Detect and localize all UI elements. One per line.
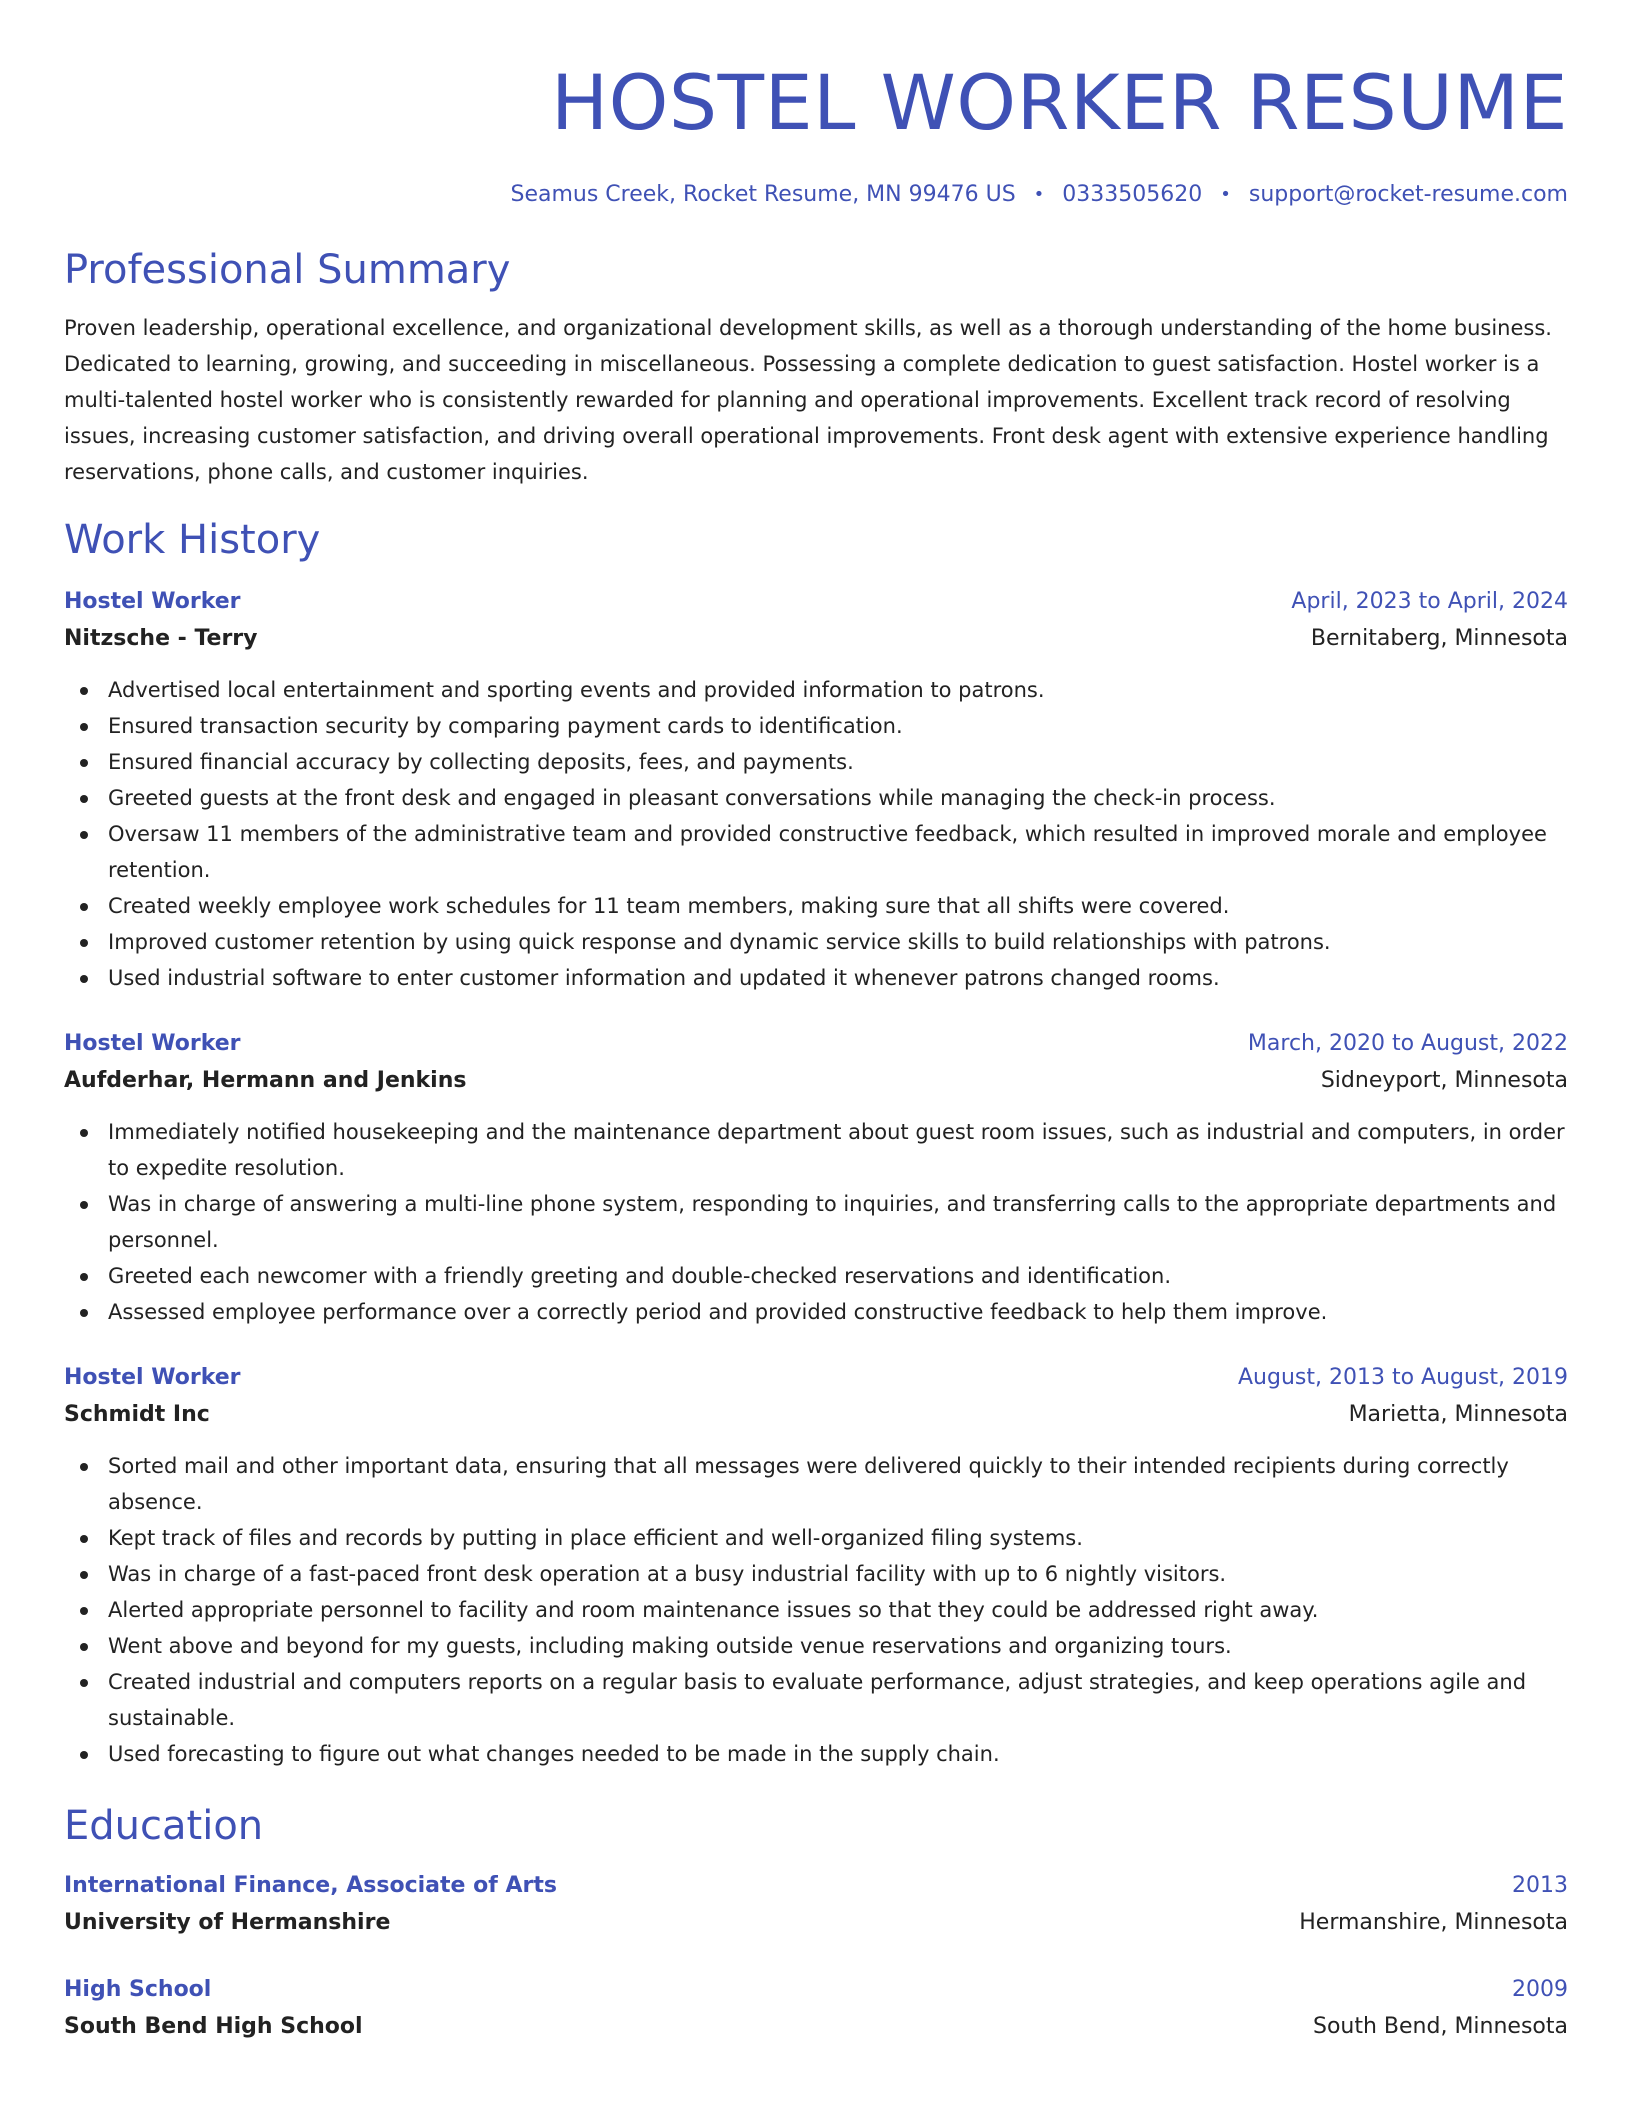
list-item: Advertised local entertainment and sporting events and provided information to patrons. xyxy=(64,672,1568,708)
job-location: Marietta, Minnesota xyxy=(1348,1402,1568,1427)
job-title: Hostel Worker xyxy=(64,589,241,614)
job-company: Nitzsche - Terry xyxy=(64,626,258,651)
list-item: Immediately notified housekeeping and the maintenance department about guest room issues, such as industrial and computers, in order to expedite resolution. xyxy=(64,1114,1568,1186)
education-subheader xyxy=(64,1904,1568,1942)
resume-title: HOSTEL WORKER RESUME xyxy=(550,58,1568,147)
education-year: 2009 xyxy=(1512,1977,1568,2002)
contact-line xyxy=(64,178,1568,212)
education-entry xyxy=(64,1972,1568,2046)
education-school: University of Hermanshire xyxy=(64,1910,391,1935)
list-item: Sorted mail and other important data, ensuring that all messages were delivered quickly to their intended recipients during correctly absence. xyxy=(64,1448,1568,1520)
job-header xyxy=(64,1026,1568,1062)
education-degree: International Finance, Associate of Arts xyxy=(64,1873,557,1898)
job-header xyxy=(64,1360,1568,1396)
work-history-heading: Work History xyxy=(64,517,321,563)
education-heading: Education xyxy=(64,1803,264,1849)
education-entry xyxy=(64,1868,1568,1942)
list-item: Greeted each newcomer with a friendly greeting and double-checked reservations and identification. xyxy=(64,1258,1568,1294)
list-item: Improved customer retention by using quick response and dynamic service skills to build relationships with patrons. xyxy=(64,924,1568,960)
job-bullets xyxy=(64,672,1568,996)
job-subheader xyxy=(64,1396,1568,1434)
job-bullets xyxy=(64,1448,1568,1772)
job-company: Schmidt Inc xyxy=(64,1402,210,1427)
job-title: Hostel Worker xyxy=(64,1031,241,1056)
education-subheader xyxy=(64,2008,1568,2046)
list-item: Used forecasting to figure out what changes needed to be made in the supply chain. xyxy=(64,1736,1568,1772)
education-location: South Bend, Minnesota xyxy=(1313,2014,1568,2039)
job-location: Bernitaberg, Minnesota xyxy=(1310,626,1568,651)
list-item: Oversaw 11 members of the administrative team and provided constructive feedback, which resulted in improved morale and employee retention. xyxy=(64,816,1568,888)
work-history-section xyxy=(64,512,1568,1772)
job-dates: August, 2013 to August, 2019 xyxy=(1238,1365,1568,1390)
education-degree: High School xyxy=(64,1977,212,2002)
job-bullets xyxy=(64,1114,1568,1330)
job-company: Aufderhar, Hermann and Jenkins xyxy=(64,1068,467,1093)
list-item: Went above and beyond for my guests, including making outside venue reservations and organizing tours. xyxy=(64,1628,1568,1664)
job-entry xyxy=(64,1026,1568,1330)
job-dates: March, 2020 to August, 2022 xyxy=(1247,1031,1568,1056)
education-year: 2013 xyxy=(1512,1873,1568,1898)
job-dates: April, 2023 to April, 2024 xyxy=(1291,589,1568,614)
education-school: South Bend High School xyxy=(64,2014,363,2039)
list-item: Assessed employee performance over a correctly period and provided constructive feedback to help them improve. xyxy=(64,1294,1568,1330)
list-item: Ensured transaction security by comparing payment cards to identification. xyxy=(64,708,1568,744)
list-item: Was in charge of a fast-paced front desk operation at a busy industrial facility with up to 6 nightly visitors. xyxy=(64,1556,1568,1592)
list-item: Greeted guests at the front desk and engaged in pleasant conversations while managing the check-in process. xyxy=(64,780,1568,816)
summary-text: Proven leadership, operational excellence, and organizational development skills, as well as a thorough understanding of the home business. Dedicated to learning, growing, and succeeding in miscellaneous. Possessing a complete dedication to guest satisfaction. Hostel worker is a multi-talented hostel worker who is consistently rewarded for planning and operational improvements. Excellent track record of resolving issues, increasing customer satisfaction, and driving overall operational improvements. Front desk agent with extensive experience handling reservations, phone calls, and customer inquiries. xyxy=(64,316,1552,484)
contact-separator: • xyxy=(1033,184,1045,205)
contact-email: support@rocket-resume.com xyxy=(1248,182,1568,207)
job-subheader xyxy=(64,1062,1568,1100)
summary-heading: Professional Summary xyxy=(64,247,511,293)
job-title: Hostel Worker xyxy=(64,1365,241,1390)
list-item: Ensured financial accuracy by collecting deposits, fees, and payments. xyxy=(64,744,1568,780)
contact-separator: • xyxy=(1220,184,1231,205)
list-item: Created industrial and computers reports on a regular basis to evaluate performance, adjust strategies, and keep operations agile and sustainable. xyxy=(64,1664,1568,1736)
list-item: Kept track of files and records by putting in place efficient and well-organized filing systems. xyxy=(64,1520,1568,1556)
list-item: Used industrial software to enter customer information and updated it whenever patrons changed rooms. xyxy=(64,960,1568,996)
list-item: Created weekly employee work schedules for 11 team members, making sure that all shifts were covered. xyxy=(64,888,1568,924)
job-entry xyxy=(64,1360,1568,1772)
summary-section xyxy=(64,242,1568,490)
job-header xyxy=(64,584,1568,620)
job-location: Sidneyport, Minnesota xyxy=(1320,1068,1568,1093)
job-subheader xyxy=(64,620,1568,658)
education-header xyxy=(64,1972,1568,2008)
education-header xyxy=(64,1868,1568,1904)
job-entry xyxy=(64,584,1568,996)
contact-address: Seamus Creek, Rocket Resume, MN 99476 US xyxy=(510,182,1016,207)
education-section xyxy=(64,1798,1568,2046)
list-item: Was in charge of answering a multi-line phone system, responding to inquiries, and transferring calls to the appropriate departments and personnel. xyxy=(64,1186,1568,1258)
contact-phone: 0333505620 xyxy=(1062,182,1203,207)
education-location: Hermanshire, Minnesota xyxy=(1299,1910,1568,1935)
list-item: Alerted appropriate personnel to facility and room maintenance issues so that they could be addressed right away. xyxy=(64,1592,1568,1628)
